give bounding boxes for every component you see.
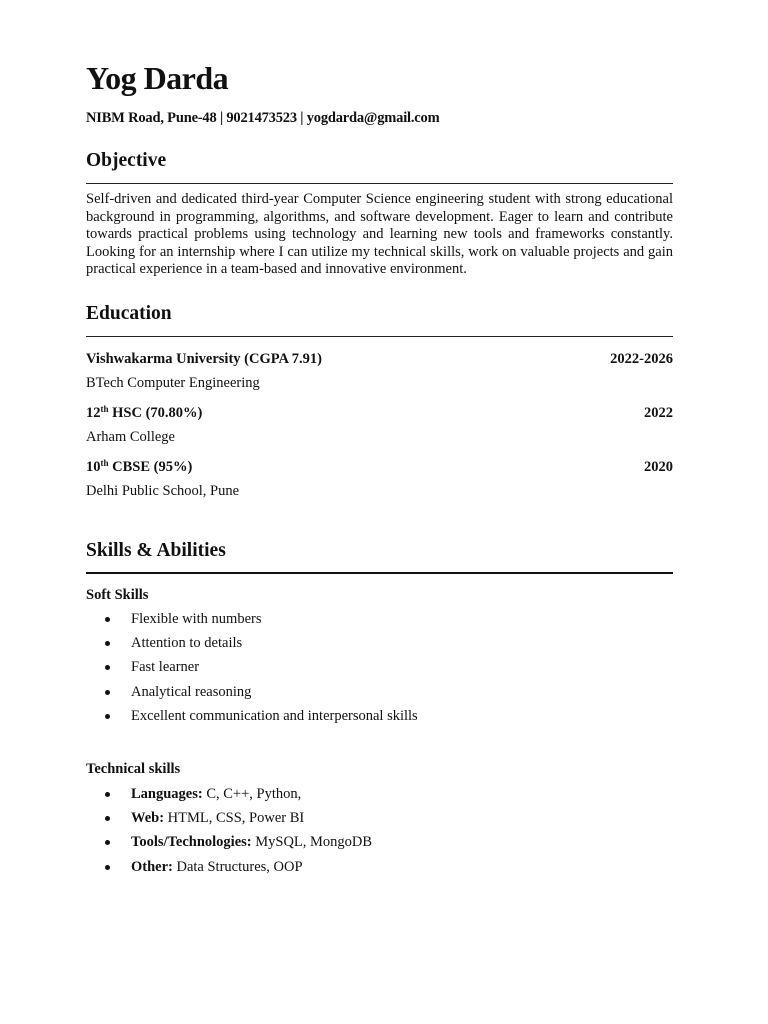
skill-value: C, C++, Python, (202, 786, 302, 802)
education-title: 10th CBSE (95%) (86, 458, 193, 475)
education-divider (86, 336, 673, 337)
education-entry-hsc (86, 403, 673, 423)
list-item: Analytical reasoning (86, 680, 673, 704)
education-entry-university (86, 349, 673, 369)
candidate-name: Yog Darda (86, 60, 229, 96)
bullet-icon (105, 617, 110, 622)
education-title: Vishwakarma University (CGPA 7.91) (86, 351, 323, 367)
skill-label: Tools/Technologies: (131, 834, 252, 851)
list-item: Excellent communication and interpersonal skills (86, 704, 673, 728)
bullet-icon (105, 641, 110, 646)
bullet-icon (105, 690, 110, 695)
skill-label: Web: (131, 810, 165, 827)
skills-heading: Skills & Abilities (86, 540, 226, 561)
skill-label: Other: (131, 858, 173, 875)
education-detail: Arham College (86, 429, 175, 445)
soft-skills-heading: Soft Skills (86, 587, 149, 603)
contact-line: NIBM Road, Pune-48 | 9021473523 | yogdarda@gmail.com (86, 110, 440, 126)
list-item (86, 806, 673, 830)
soft-skills-list (86, 607, 673, 728)
education-title: 12th HSC (70.80%) (86, 404, 203, 421)
education-detail: Delhi Public School, Pune (86, 483, 240, 499)
education-year: 2022-2026 (610, 351, 673, 367)
list-item: Flexible with numbers (86, 607, 673, 631)
skill-value: MySQL, MongoDB (251, 834, 373, 851)
list-item (86, 855, 673, 879)
bullet-icon (105, 816, 110, 821)
bullet-icon (105, 714, 110, 719)
bullet-icon (105, 665, 110, 670)
education-heading: Education (86, 303, 172, 324)
skills-divider (86, 572, 673, 574)
technical-skills-heading: Technical skills (86, 761, 181, 777)
bullet-icon (105, 865, 110, 870)
skill-label: Languages: (131, 786, 203, 802)
objective-heading: Objective (86, 150, 167, 171)
list-item (86, 830, 673, 854)
objective-text: Self-driven and dedicated third-year Computer Science engineering student with strong educational background in programming, algorithms, and software development. Eager to learn and contribute towards practical problems using technology and learning new tools and frameworks constantly. Looking for an internship where I can utilize my technical skills, work on valuable projects and gain practical experience in a team-based and innovative environment. (86, 191, 673, 278)
education-year: 2022 (644, 405, 673, 421)
objective-divider (86, 183, 673, 184)
list-item: Fast learner (86, 655, 673, 679)
education-entry-cbse (86, 457, 673, 477)
skill-value: HTML, CSS, Power BI (164, 810, 305, 827)
technical-skills-list (86, 782, 673, 879)
education-detail: BTech Computer Engineering (86, 375, 260, 391)
list-item (86, 782, 673, 806)
skill-value: Data Structures, OOP (172, 858, 303, 875)
bullet-icon (105, 792, 110, 797)
list-item: Attention to details (86, 631, 673, 655)
education-year: 2020 (644, 459, 673, 475)
bullet-icon (105, 840, 110, 845)
